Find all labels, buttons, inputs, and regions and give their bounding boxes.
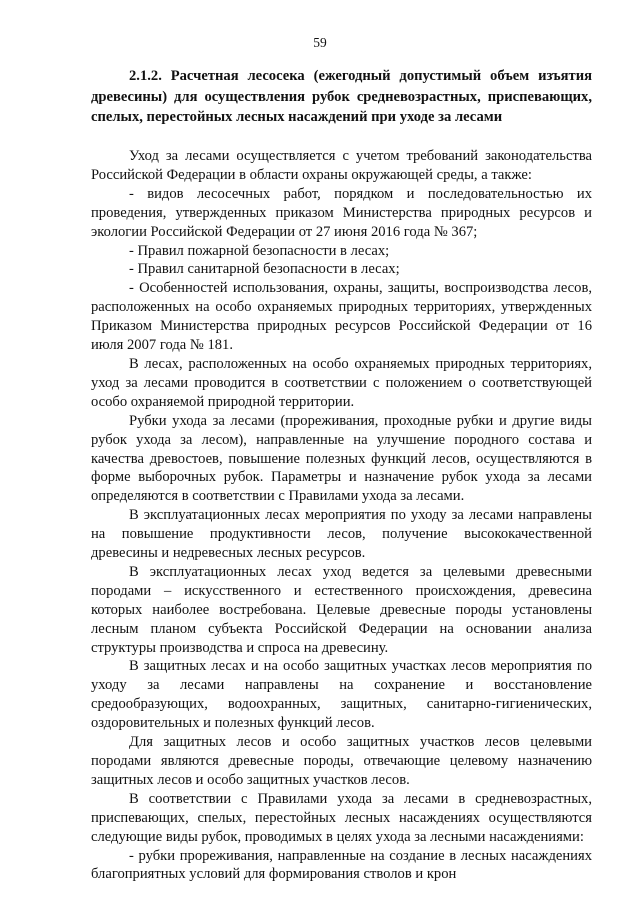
list-item: - Особенностей использования, охраны, защиты, воспроизводства лесов, расположенных на особо охраняемых природных территориях, утвержденных Приказом Министерства природных ресурсов Российской Федерации от 16 июля 2007 года № 181. (91, 280, 592, 354)
paragraph: Уход за лесами осуществляется с учетом требований законодательства Российской Федерации в области охраны окружающей среды, а также: (91, 148, 592, 183)
paragraph: В защитных лесах и на особо защитных участках лесов мероприятия по уходу за лесами направлены на сохранение и восстановление средообразующих, водоохранных, защитных, санитарно-гигиенических, оздоровительных и полезных функций лесов. (91, 658, 592, 732)
paragraph: В эксплуатационных лесах мероприятия по уходу за лесами направлены на повышение продуктивности лесов, получение высококачественной древесины и недревесных лесных ресурсов. (91, 507, 592, 562)
paragraph: В лесах, расположенных на особо охраняемых природных территориях, уход за лесами проводится в соответствии с положением о соответствующей особо охраняемой природной территории. (91, 355, 592, 410)
paragraph: Рубки ухода за лесами (прореживания, проходные рубки и другие виды рубок ухода за лесом), направленные на улучшение породного состава и качества древостоев, повышение полезных функций лесов, осуществляются в форме выборочных рубок. Параметры и назначение рубок ухода за лесами определяются в соответствии с Правилами ухода за лесами. (91, 412, 592, 505)
list-item: - Правил санитарной безопасности в лесах; (129, 261, 400, 278)
list-item: - видов лесосечных работ, порядком и последовательностью их проведения, утвержденных приказом Министерства природных ресурсов и экологии Российской Федерации от 27 июня 2016 года № 367; (91, 185, 592, 240)
list-item: - рубки прореживания, направленные на создание в лесных насаждениях благоприятных условий для формирования стволов и крон (91, 847, 592, 883)
paragraph: В эксплуатационных лесах уход ведется за целевыми древесными породами – искусственного и естественного происхождения, древесина которых наиболее востребована. Целевые древесные породы установлены лесным планом субъекта Российской Федерации на основании анализа структуры производства и спроса на древесину. (91, 563, 592, 656)
paragraph: В соответствии с Правилами ухода за лесами в средневозрастных, приспевающих, спелых, перестойных лесных насаждениях осуществляются следующие виды рубок, проводимых в целях ухода за лесными насаждениями: (91, 790, 592, 845)
body-text (91, 147, 592, 884)
paragraph: Для защитных лесов и особо защитных участков лесов целевыми породами являются древесные породы, отвечающие целевому назначению защитных лесов и особо защитных участков лесов. (91, 734, 592, 788)
list-item: - Правил пожарной безопасности в лесах; (129, 242, 390, 259)
section-heading: 2.1.2. Расчетная лесосека (ежегодный допустимый объем изъятия древесины) для осуществления рубок средневозрастных, приспевающих, спелых, перестойных лесных насаждений при уходе за лесами (91, 68, 592, 125)
page-number: 59 (313, 35, 327, 50)
